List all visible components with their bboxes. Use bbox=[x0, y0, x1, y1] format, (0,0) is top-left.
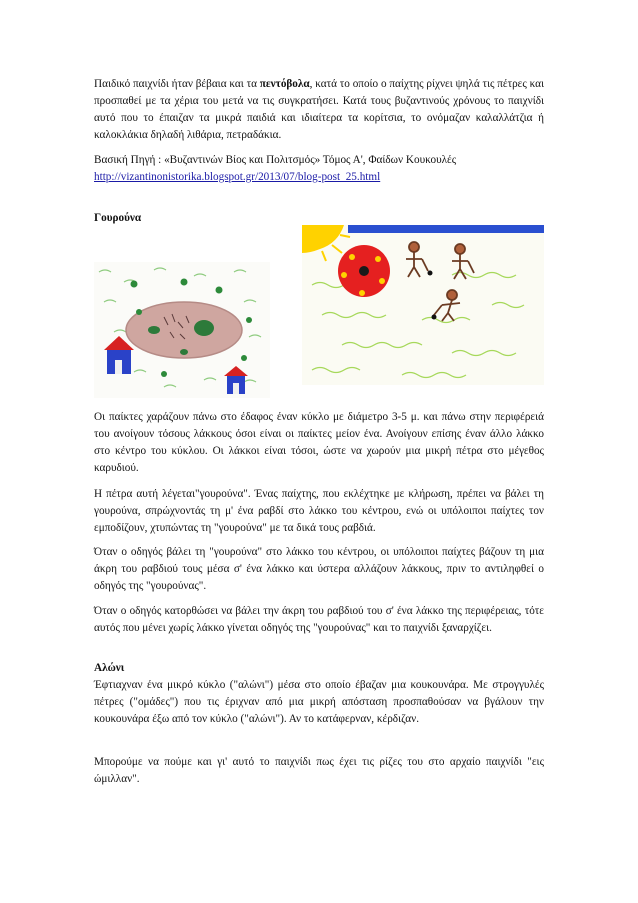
aloni-paragraph-2: Μπορούμε να πούμε και γι' αυτό το παιχνίδι πως έχει τις ρίζες του στο αρχαίο παιχνίδι "εις ώμιλλαν". bbox=[94, 756, 544, 785]
intro-paragraph bbox=[94, 76, 544, 144]
aloni-title: Αλώνι bbox=[94, 662, 125, 674]
aloni-paragraph-1: Έφτιαχναν ένα μικρό κύκλο ("αλώνι") μέσα στο οποίο έβαζαν μια κουκουνάρα. Με στρογγυλές πέτρες ("ομάδες") που τις έριχναν από μια μικρή απόσταση προσπαθούσαν να βγάλουν την κουκουνάρα έξω από τον κύκλο ("αλώνι"). Αν το κατάφερναν, κέρδιζαν. bbox=[94, 679, 544, 725]
intro-text-start: Παιδικό παιχνίδι ήταν βέβαια και τα bbox=[94, 78, 260, 90]
children-drawing-players bbox=[302, 225, 544, 385]
intro-text-end: , κατά το οποίο ο παίχτης ρίχνει ψηλά τις πέτρες και προσπαθεί με τα χέρια του μετά να τις συγκρατήσει. Κατά τους βυζαντινούς χρόνους το παιχνίδι αυτό που το έπαιζαν τα μικρά παιδιά και ιδιαίτερα τα κορίτσια, το ονόμαζαν καλαλλάτζια ή καλοκλάκια δηλαδή λιθάρια, πετραδάκια. bbox=[94, 78, 544, 141]
gourouna-title: Γουρούνα bbox=[94, 212, 142, 224]
gourouna-paragraph-4: Όταν ο οδηγός κατορθώσει να βάλει την άκρη του ραβδιού του σ' ένα λάκκο της περιφέρειας, τότε αυτός που μένει χωρίς λάκκο γίνεται οδηγός της "γουρούνας" και το παιχνίδι ξαναρχίζει. bbox=[94, 605, 544, 634]
source-link[interactable]: http://vizantinonistorika.blogspot.gr/2013/07/blog-post_25.html bbox=[94, 171, 381, 183]
gourouna-paragraph-3: Όταν ο οδηγός βάλει τη "γουρούνα" στο λάκκο του κέντρου, οι υπόλοιποι παίχτες βάζουν τη μια άκρη του ραβδιού τους μέσα σ' ένα λάκκο και ύστερα αλλάζουν λάκκους, πριν το αντιληφθεί ο οδηγός της "γουρούνας". bbox=[94, 546, 544, 592]
children-drawing-circle-houses bbox=[94, 262, 270, 398]
gourouna-paragraph-2: Η πέτρα αυτή λέγεται"γουρούνα". Ένας παίχτης, που εκλέχτηκε με κλήρωση, πρέπει να βάλει τη γουρούνα, σπρώχνοντάς τη μ' ένα ραβδί στο λάκκο του κέντρου, ενώ οι υπόλοιποι παίχτες τον εμποδίζουν, χτυπώντας τη "γουρούνα" με τα δικά τους ραβδιά. bbox=[94, 488, 544, 534]
gourouna-paragraph-1: Οι παίκτες χαράζουν πάνω στο έδαφος έναν κύκλο με διάμετρο 3-5 μ. και πάνω στην περιφέρειά του ανοίγουν τόσους λάκκους όσοι είναι οι παίκτες μείον ένα. Ανοίγουν επίσης έναν άλλο λάκκο στο κέντρο του κύκλου. Οι λάκκοι είναι τόσοι, ώστε να χωρούν μια μικρή πέτρα στο μέγεθος καρυδιού. bbox=[94, 411, 544, 474]
source-citation: Βασική Πηγή : «Βυζαντινών Βίος και Πολιτσμός» Τόμος Α', Φαίδων Κουκουλές bbox=[94, 154, 457, 166]
intro-bold-term: πεντόβολα bbox=[259, 78, 310, 90]
source-block bbox=[94, 152, 544, 186]
